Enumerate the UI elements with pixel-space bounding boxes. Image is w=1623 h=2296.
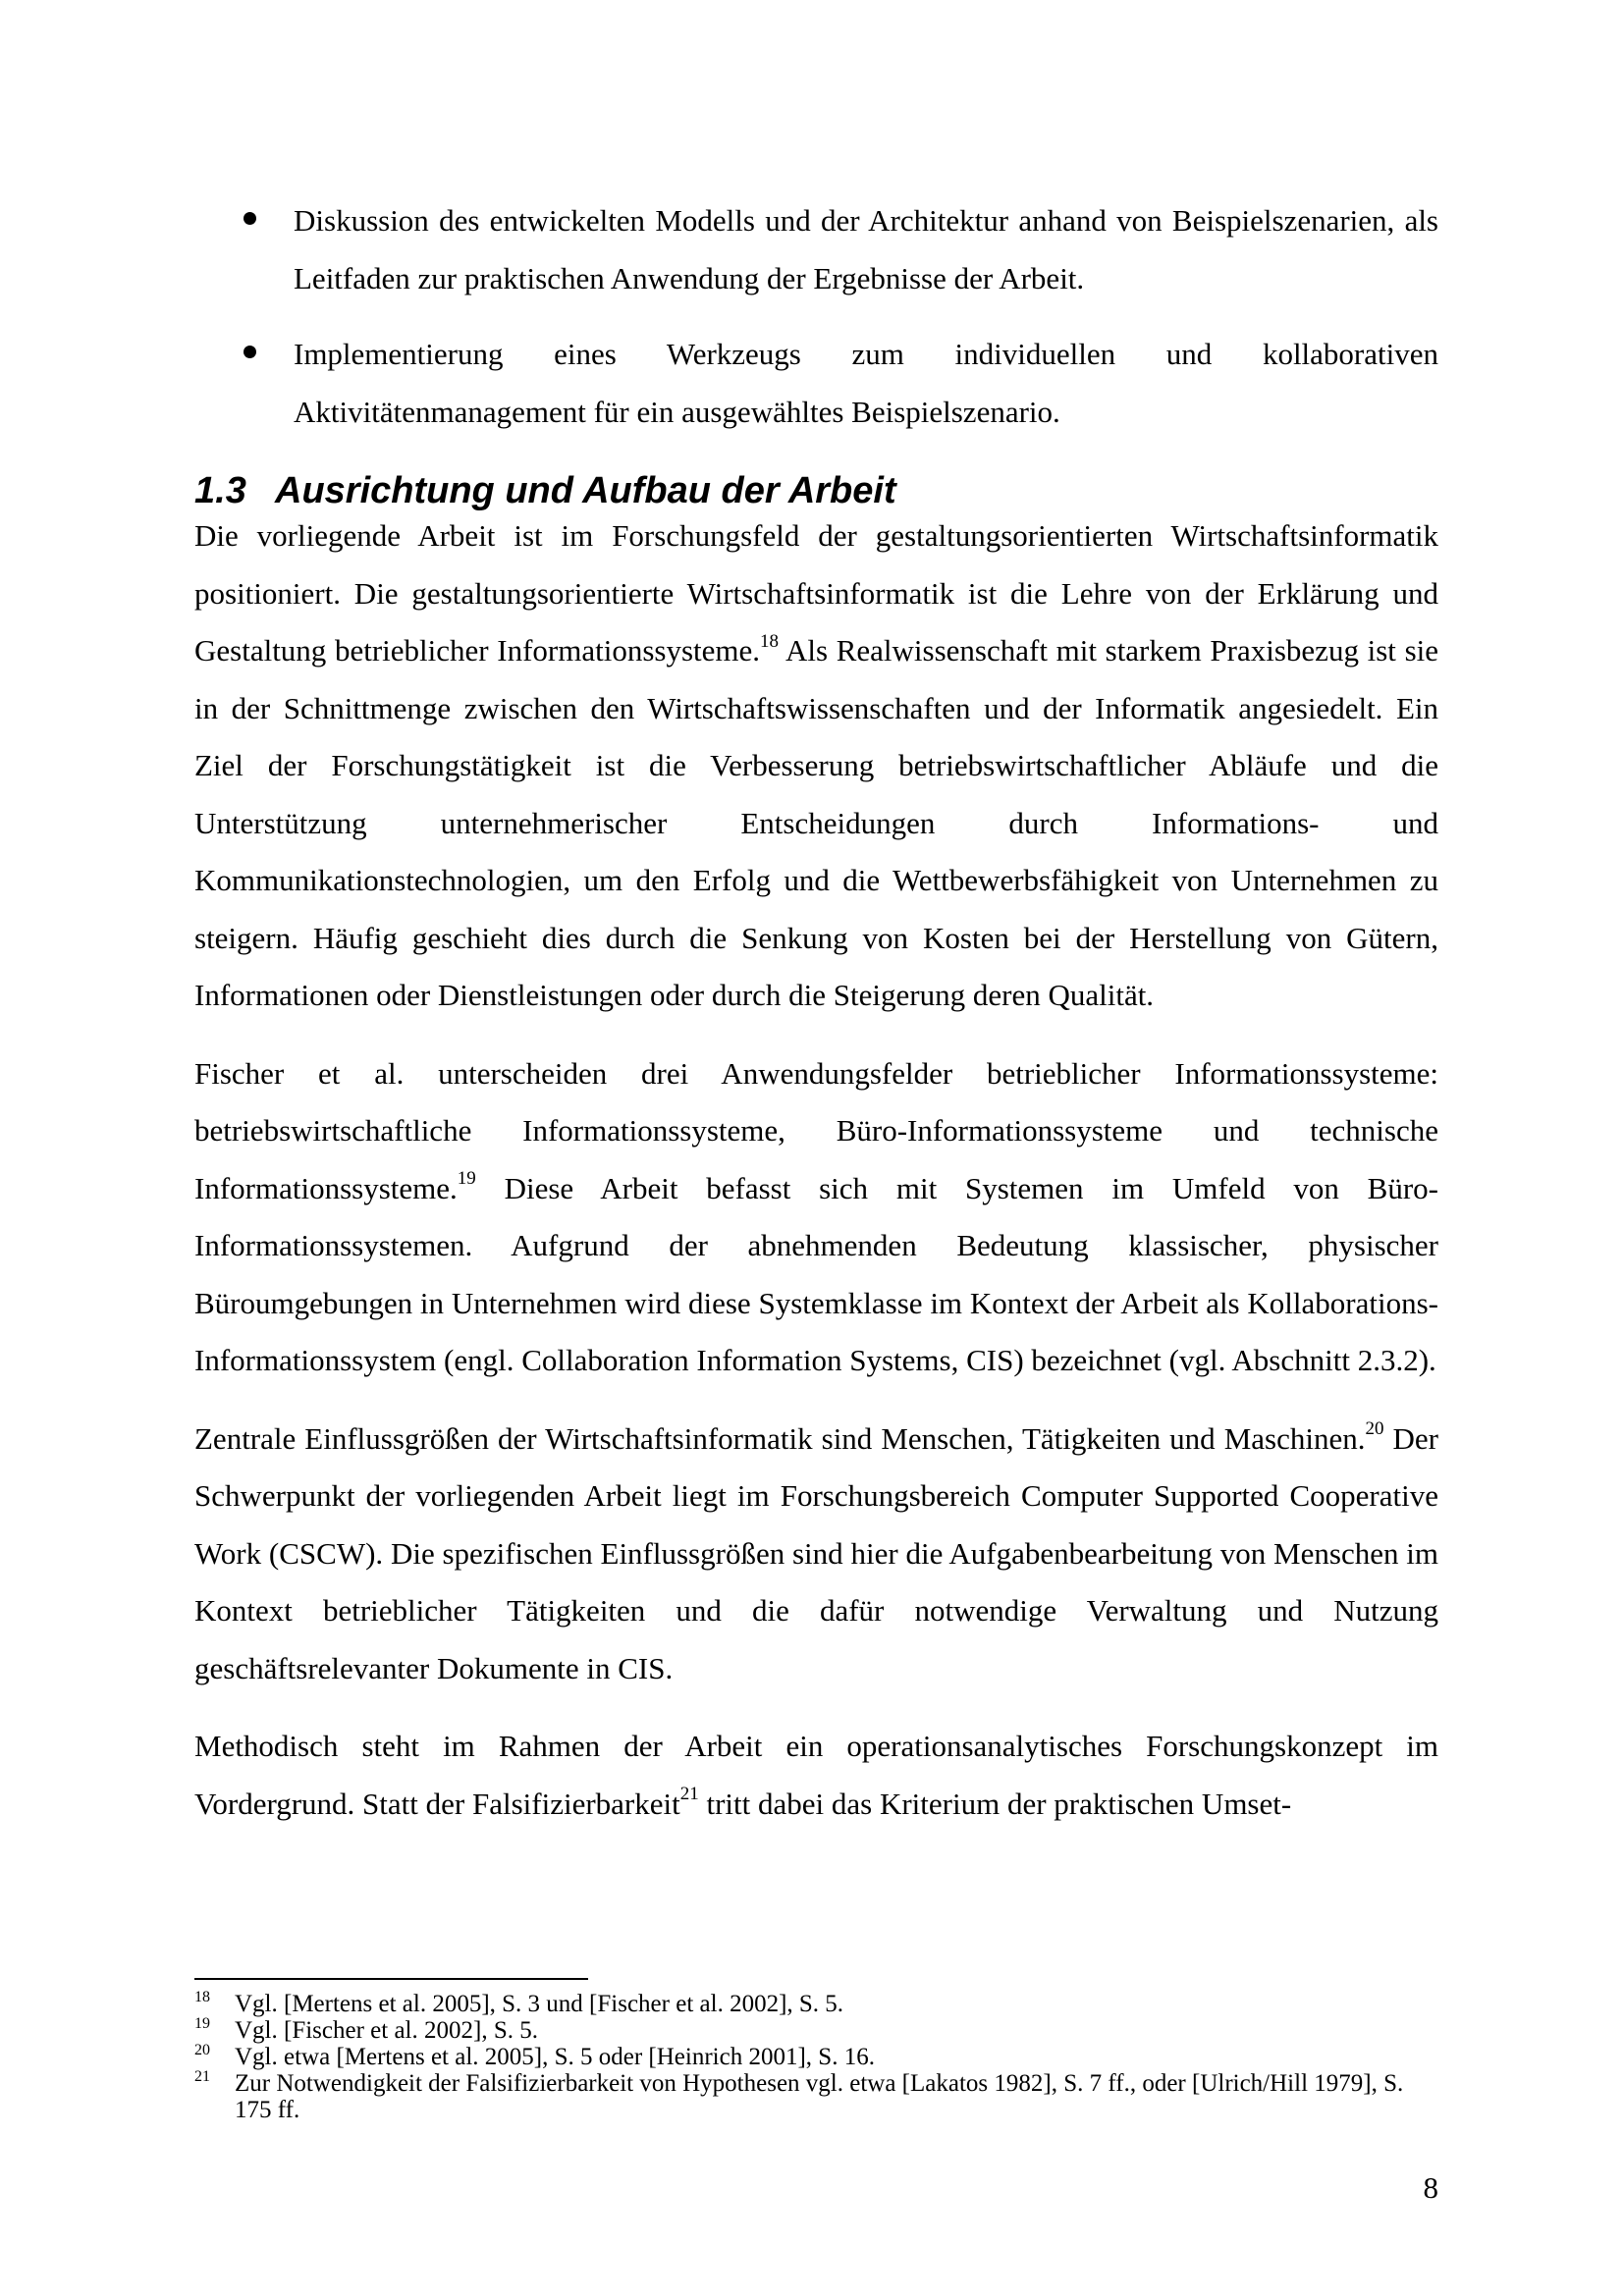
footnote-text: Zur Notwendigkeit der Falsifizierbarkeit von Hypothesen vgl. etwa [Lakatos 1982], S. 7 ff., oder [Ulrich/Hill 1979], S. 175 ff. xyxy=(235,2070,1404,2123)
bullet-icon xyxy=(243,212,256,225)
footnote xyxy=(194,2070,1438,2123)
bullet-item xyxy=(194,326,1438,441)
paragraph-text: Methodisch steht im Rahmen der Arbeit ein operationsanalytisches Forschungskonzept im Vordergrund. Statt der Falsifizierbarkeit xyxy=(194,1729,1438,1821)
paragraph-text: tritt dabei das Kriterium der praktischen Umset- xyxy=(698,1786,1292,1821)
footnote-number: 20 xyxy=(194,2042,210,2058)
paragraph-research-field xyxy=(194,507,1438,1025)
footnote-number: 18 xyxy=(194,1989,210,2005)
footnote-text: Vgl. [Mertens et al. 2005], S. 3 und [Fischer et al. 2002], S. 5. xyxy=(235,1991,844,2017)
footnote-ref[interactable]: 18 xyxy=(760,630,780,652)
paragraph-text: Fischer et al. unterscheiden drei Anwendungsfelder betrieblicher Informationssysteme: betriebswirtschaftliche Informationssysteme, Büro-Informationssysteme und technische Informationssysteme. xyxy=(194,1055,1438,1205)
footnotes xyxy=(194,1991,1438,2123)
footnote-text: Vgl. etwa [Mertens et al. 2005], S. 5 oder [Heinrich 2001], S. 16. xyxy=(235,2044,875,2070)
bullet-icon xyxy=(243,346,256,358)
footnote-ref[interactable]: 21 xyxy=(679,1784,699,1805)
paragraph-influence-factors xyxy=(194,1411,1438,1698)
bullet-text: Diskussion des entwickelten Modells und der Architektur anhand von Beispielszenarien, als Leitfaden zur praktischen Anwendung der Ergebnisse der Arbeit. xyxy=(294,203,1438,295)
paragraph-text: Die vorliegende Arbeit ist im Forschungsfeld der gestaltungsorientierten Wirtschaftsinformatik positioniert. Die gestaltungsorientierte Wirtschaftsinformatik ist die Lehre von der Erklärung und Gestaltung betrieblicher Informationssysteme. xyxy=(194,518,1438,667)
section-number: 1.3 xyxy=(194,470,246,511)
section-title: Ausrichtung und Aufbau der Arbeit xyxy=(275,470,896,511)
paragraph-text: Der Schwerpunkt der vorliegenden Arbeit liegt im Forschungsbereich Computer Supported Cooperative Work (CSCW). Die spezifischen Einflussgrößen sind hier die Aufgabenbearbeitung von Menschen im Kontext betrieblicher Tätigkeiten und die dafür notwendige Verwaltung und Nutzung geschäftsrelevanter Dokumente in CIS. xyxy=(194,1420,1438,1685)
footnote-ref[interactable]: 19 xyxy=(457,1168,476,1190)
paragraph-text: Als Realwissenschaft mit starkem Praxisbezug ist sie in der Schnittmenge zwischen den Wirtschaftswissenschaften und der Informatik angesiedelt. Ein Ziel der Forschungstätigkeit ist die Verbesserung betriebswirtschaftlicher Abläufe und die Unterstützung unternehmerischer Entscheidungen durch Informations- und Kommunikationstechnologien, um den Erfolg und die Wettbewerbsfähigkeit von Unternehmen zu steigern. Häufig geschieht dies durch die Senkung von Kosten bei der Herstellung von Gütern, Informationen oder Dienstleistungen oder durch die Steigerung deren Qualität. xyxy=(194,633,1439,1012)
footnote xyxy=(194,2044,1438,2070)
footnote-text: Vgl. [Fischer et al. 2002], S. 5. xyxy=(235,2017,538,2044)
footnote-number: 19 xyxy=(194,2015,210,2032)
footnote-ref[interactable]: 20 xyxy=(1365,1418,1384,1440)
bullet-list xyxy=(194,192,1438,441)
footnote-number: 21 xyxy=(194,2068,210,2085)
main-content xyxy=(194,192,1438,1833)
paragraph-application-fields xyxy=(194,1045,1438,1390)
bullet-text: Implementierung eines Werkzeugs zum individuellen und kollaborativen Aktivitätenmanagement für ein ausgewähltes Beispielszenario. xyxy=(294,337,1438,429)
paragraph-text: Diese Arbeit befasst sich mit Systemen im Umfeld von Büro-Informationssystemen. Aufgrund der abnehmenden Bedeutung klassischer, physischer Büroumgebungen in Unternehmen wird diese Systemklasse im Kontext der Arbeit als Kollaborations-Informationssystem (engl. Collaboration Information Systems, CIS) bezeichnet (vgl. Abschnitt 2.3.2). xyxy=(194,1170,1438,1377)
bullet-item xyxy=(194,192,1438,307)
footnote xyxy=(194,2017,1438,2044)
footnote-separator xyxy=(194,1978,588,1980)
footnote xyxy=(194,1991,1438,2017)
paragraph-text: Zentrale Einflussgrößen der Wirtschaftsinformatik sind Menschen, Tätigkeiten und Maschinen. xyxy=(194,1420,1366,1456)
paragraph-methodology xyxy=(194,1718,1438,1833)
page-number: 8 xyxy=(1423,2170,1438,2205)
